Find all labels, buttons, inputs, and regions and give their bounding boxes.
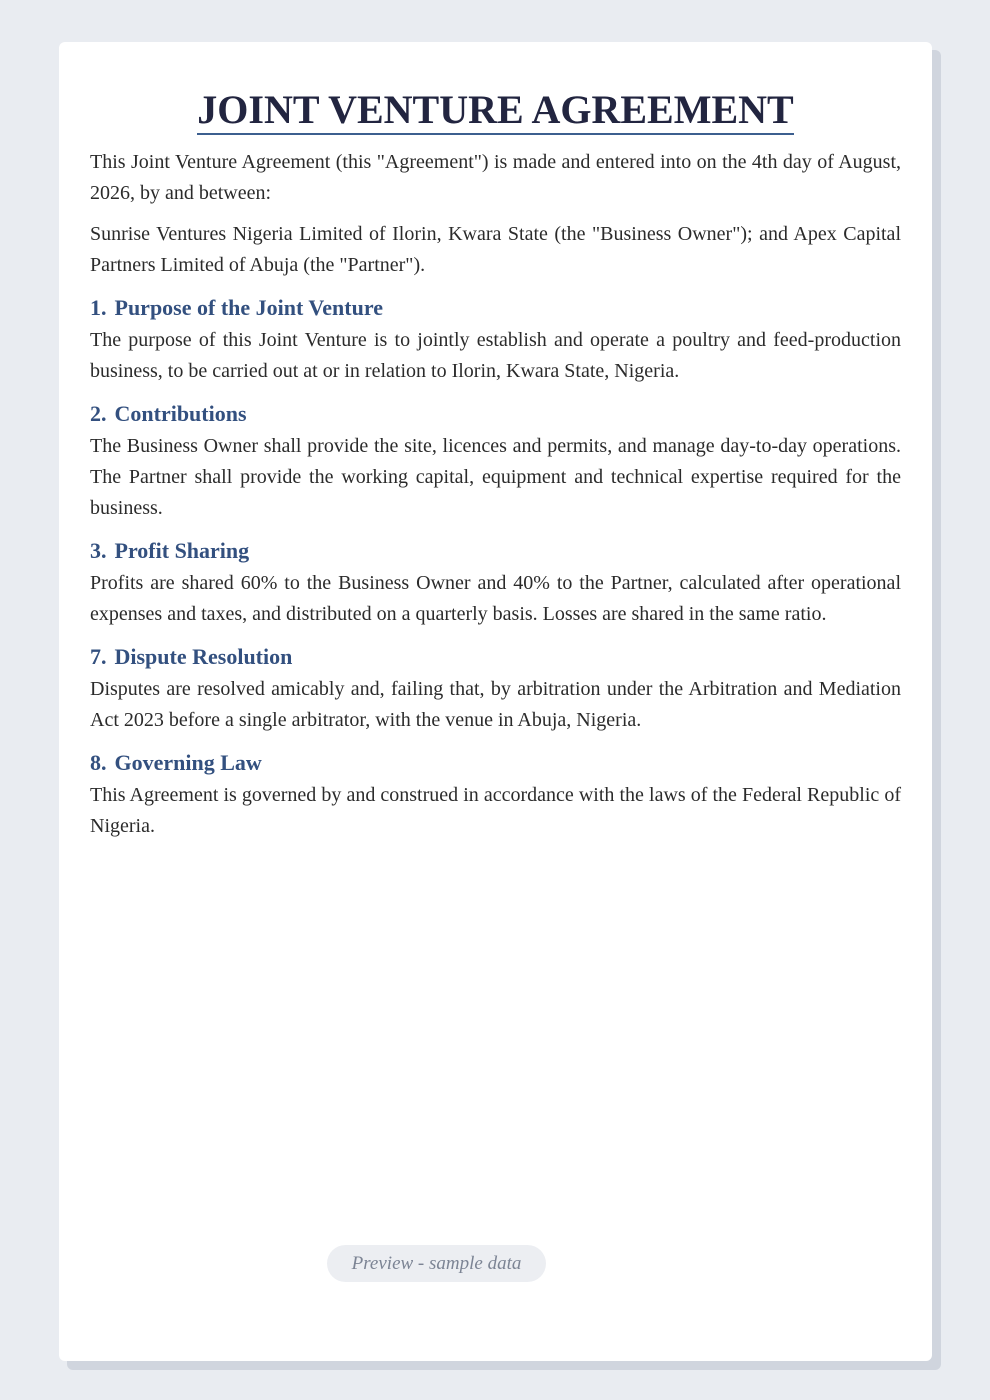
document-page	[59, 42, 932, 1361]
section-heading	[90, 293, 901, 323]
section-number: 3.	[90, 538, 107, 563]
section-heading	[90, 642, 901, 672]
section-number: 8.	[90, 750, 107, 775]
section-heading	[90, 748, 901, 778]
section-body: This Agreement is governed by and construed in accordance with the laws of the Federal Republic of Nigeria.	[90, 784, 901, 837]
section-number: 2.	[90, 401, 107, 426]
section-contributions	[90, 399, 901, 524]
section-title: Dispute Resolution	[114, 644, 293, 669]
section-body: The Business Owner shall provide the site, licences and permits, and manage day-to-day operations. The Partner shall provide the working capital, equipment and technical expertise required for the business.	[90, 435, 901, 519]
section-number: 1.	[90, 295, 107, 320]
section-governing-law	[90, 748, 901, 842]
section-heading	[90, 399, 901, 429]
section-body: Disputes are resolved amicably and, failing that, by arbitration under the Arbitration and Mediation Act 2023 before a single arbitrator, with the venue in Abuja, Nigeria.	[90, 678, 901, 731]
section-number: 7.	[90, 644, 107, 669]
section-profit-sharing	[90, 536, 901, 630]
section-heading	[90, 536, 901, 566]
document-title-wrap	[90, 88, 901, 135]
section-title: Governing Law	[114, 750, 262, 775]
parties-paragraph: Sunrise Ventures Nigeria Limited of Ilorin, Kwara State (the "Business Owner"); and Apex Capital Partners Limited of Abuja (the "Partner").	[90, 223, 901, 276]
section-dispute-resolution	[90, 642, 901, 736]
section-title: Purpose of the Joint Venture	[114, 295, 383, 320]
section-title: Profit Sharing	[114, 538, 250, 563]
section-purpose	[90, 293, 901, 387]
section-body: Profits are shared 60% to the Business Owner and 40% to the Partner, calculated after operational expenses and taxes, and distributed on a quarterly basis. Losses are shared in the same ratio.	[90, 572, 901, 625]
preview-badge: Preview - sample data	[327, 1245, 546, 1282]
document-title: JOINT VENTURE AGREEMENT	[197, 88, 793, 135]
section-title: Contributions	[114, 401, 247, 426]
section-body: The purpose of this Joint Venture is to jointly establish and operate a poultry and feed-production business, to be carried out at or in relation to Ilorin, Kwara State, Nigeria.	[90, 329, 901, 382]
intro-paragraph: This Joint Venture Agreement (this "Agreement") is made and entered into on the 4th day of August, 2026, by and between:	[90, 151, 901, 204]
